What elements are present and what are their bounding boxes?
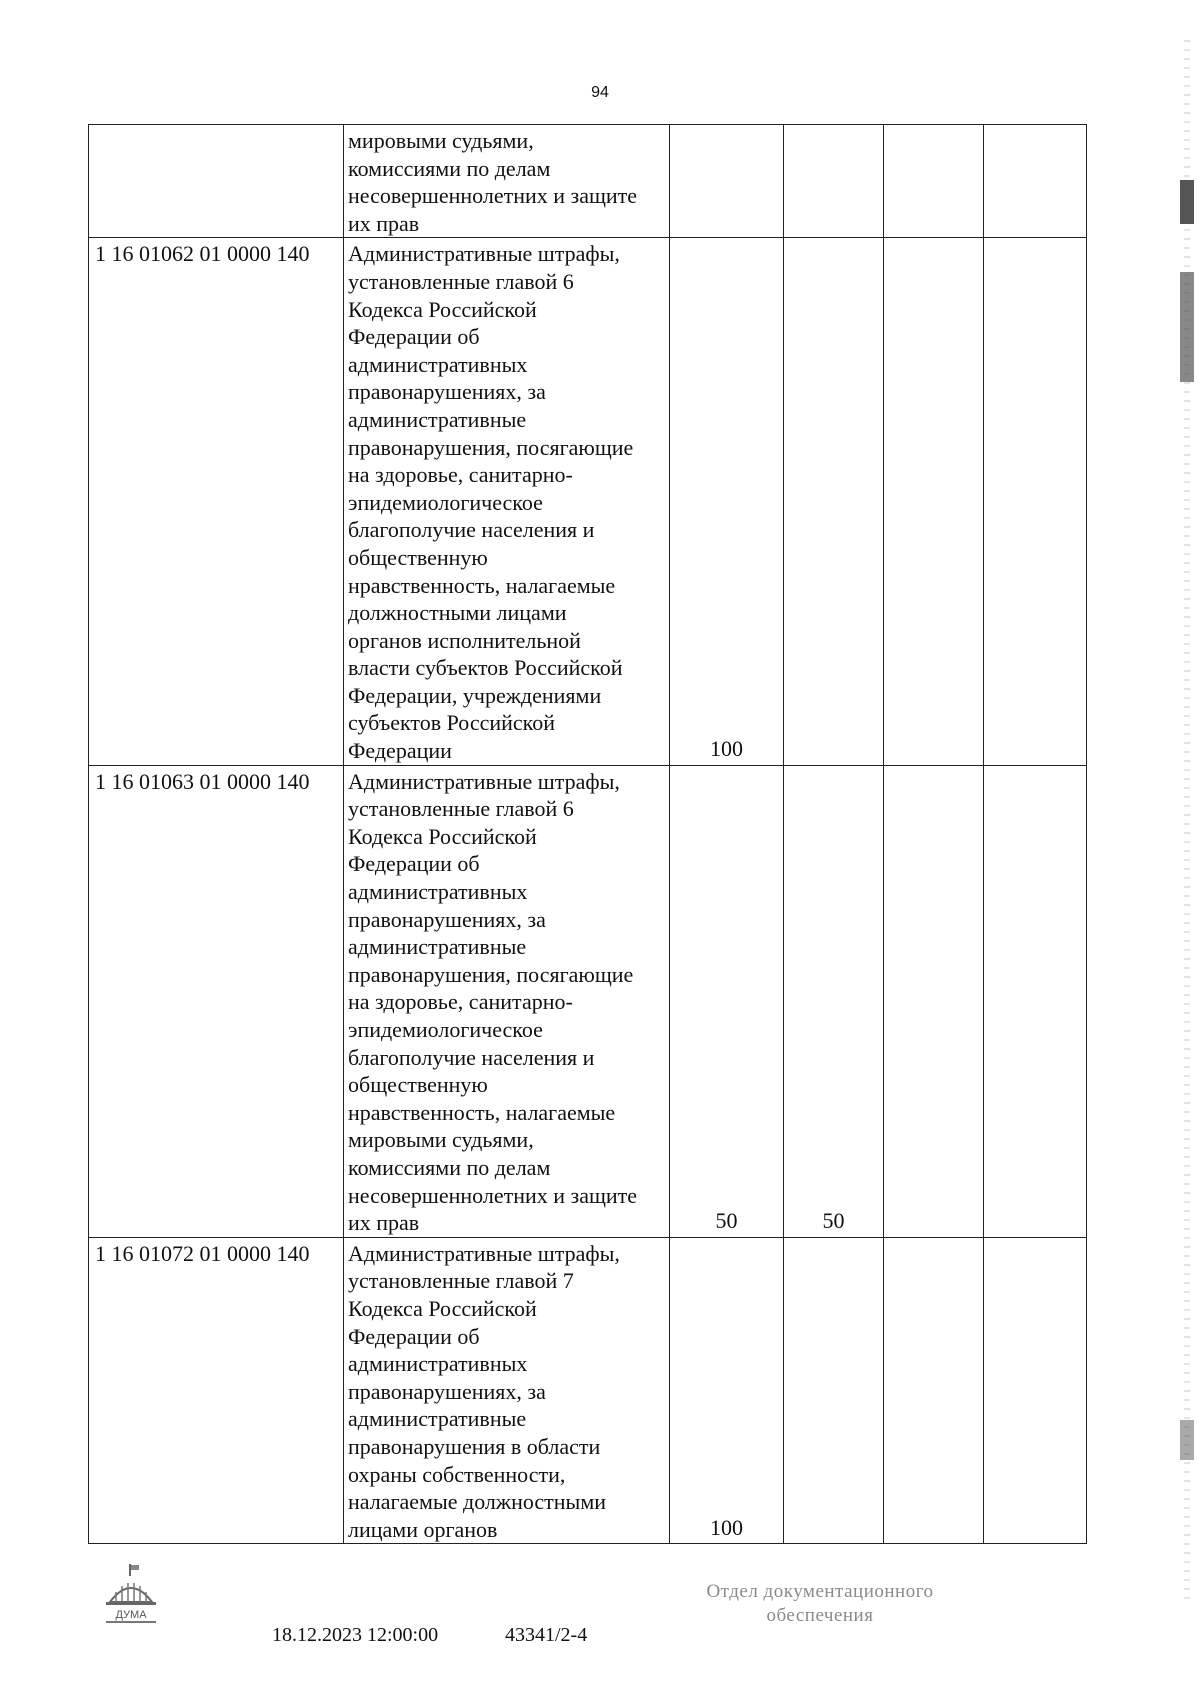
stamp-line: Отдел документационного [706,1581,934,1602]
description-line: административных [348,879,528,905]
description-line: несовершеннолетних и защите [348,183,638,209]
description-line: их прав [348,210,420,236]
description-line: Административные штрафы, [348,1240,620,1266]
description-line: Федерации об [348,324,480,350]
description-line: административных [348,351,528,377]
percent-cell [784,1237,884,1544]
table-body [89,125,1087,1544]
description-line: должностными лицами [348,600,567,626]
budget-table [88,124,1087,1544]
budget-code-cell [89,125,344,238]
description-line: Федерации об [348,1323,480,1349]
description-line: Федерации об [348,851,480,877]
budget-code-cell: 1 16 01072 01 0000 140 [89,1237,344,1544]
description-cell [344,765,670,1237]
percent-cell [984,238,1087,765]
percent-cell [984,1237,1087,1544]
description-line: власти субъектов Российской [348,655,623,681]
description-line: Кодекса Российской [348,1295,537,1321]
description-line: установленные главой 7 [348,1268,574,1294]
budget-code-cell: 1 16 01063 01 0000 140 [89,765,344,1237]
description-line: на здоровье, санитарно- [348,989,573,1015]
description-line: правонарушения, посягающие [348,961,634,987]
description-line: Административные штрафы, [348,241,620,267]
description-line: правонарушениях, за [348,906,546,932]
description-cell [344,238,670,765]
description-line: комиссиями по делам [348,155,551,181]
percent-cell: 50 [670,765,784,1237]
percent-cell [984,125,1087,238]
description-line: охраны собственности, [348,1461,566,1487]
description-line: Кодекса Российской [348,296,537,322]
description-line: установленные главой 6 [348,796,574,822]
stamp-line: обеспечения [766,1605,874,1626]
description-line: Административные штрафы, [348,768,620,794]
description-line: мировыми судьями, [348,1127,534,1153]
page-number: 94 [591,84,609,101]
description-line: на здоровье, санитарно- [348,462,573,488]
description-line: комиссиями по делам [348,1154,551,1180]
description-line: их прав [348,1210,420,1236]
percent-cell: 100 [670,1237,784,1544]
description-line: мировыми судьями, [348,128,534,153]
description-line: административные [348,1406,527,1432]
description-line: Федерации, учреждениями [348,682,602,708]
footer-doc-number: 43341/2-4 [505,1624,588,1646]
duma-logo-icon [102,1562,160,1626]
percent-cell [884,1237,984,1544]
description-line: нравственность, налагаемые [348,1099,616,1125]
description-line: органов исполнительной [348,627,581,653]
description-line: установленные главой 6 [348,268,574,294]
table-row [89,765,1087,1237]
table-row [89,238,1087,765]
description-line: эпидемиологическое [348,1017,543,1042]
percent-cell: 50 [784,765,884,1237]
description-line: налагаемые должностными [348,1489,607,1515]
description-line: эпидемиологическое [348,489,543,515]
percent-cell: 100 [670,238,784,765]
description-line: общественную [348,544,488,570]
description-line: нравственность, налагаемые [348,572,616,598]
budget-code-cell: 1 16 01062 01 0000 140 [89,238,344,765]
description-line: правонарушениях, за [348,1378,546,1404]
description-line: административные [348,406,527,432]
description-line: общественную [348,1072,488,1098]
description-line: административные [348,934,527,960]
percent-cell [784,125,884,238]
percent-cell [984,765,1087,1237]
description-line: субъектов Российской [348,710,556,736]
description-line: правонарушения, посягающие [348,434,634,460]
percent-cell [884,765,984,1237]
description-cell [344,125,670,238]
percent-cell [884,238,984,765]
table-row [89,125,1087,238]
description-line: благополучие населения и [348,517,595,543]
description-line: несовершеннолетних и защите [348,1182,638,1208]
description-line: административных [348,1351,528,1377]
footer-date: 18.12.2023 12:00:00 [272,1624,439,1646]
description-cell [344,1237,670,1544]
scan-edge-marks [1180,40,1194,1600]
description-line: благополучие населения и [348,1044,595,1070]
percent-cell [784,238,884,765]
percent-cell [884,125,984,238]
description-line: правонарушениях, за [348,379,546,405]
description-line: правонарушения в области [348,1433,601,1459]
table-row [89,1237,1087,1544]
description-line: лицами органов [348,1516,498,1542]
department-stamp [650,1580,990,1628]
percent-cell [670,125,784,238]
logo-text: ДУМА [115,1609,147,1621]
description-line: Кодекса Российской [348,823,537,849]
description-line: Федерации [348,738,452,764]
